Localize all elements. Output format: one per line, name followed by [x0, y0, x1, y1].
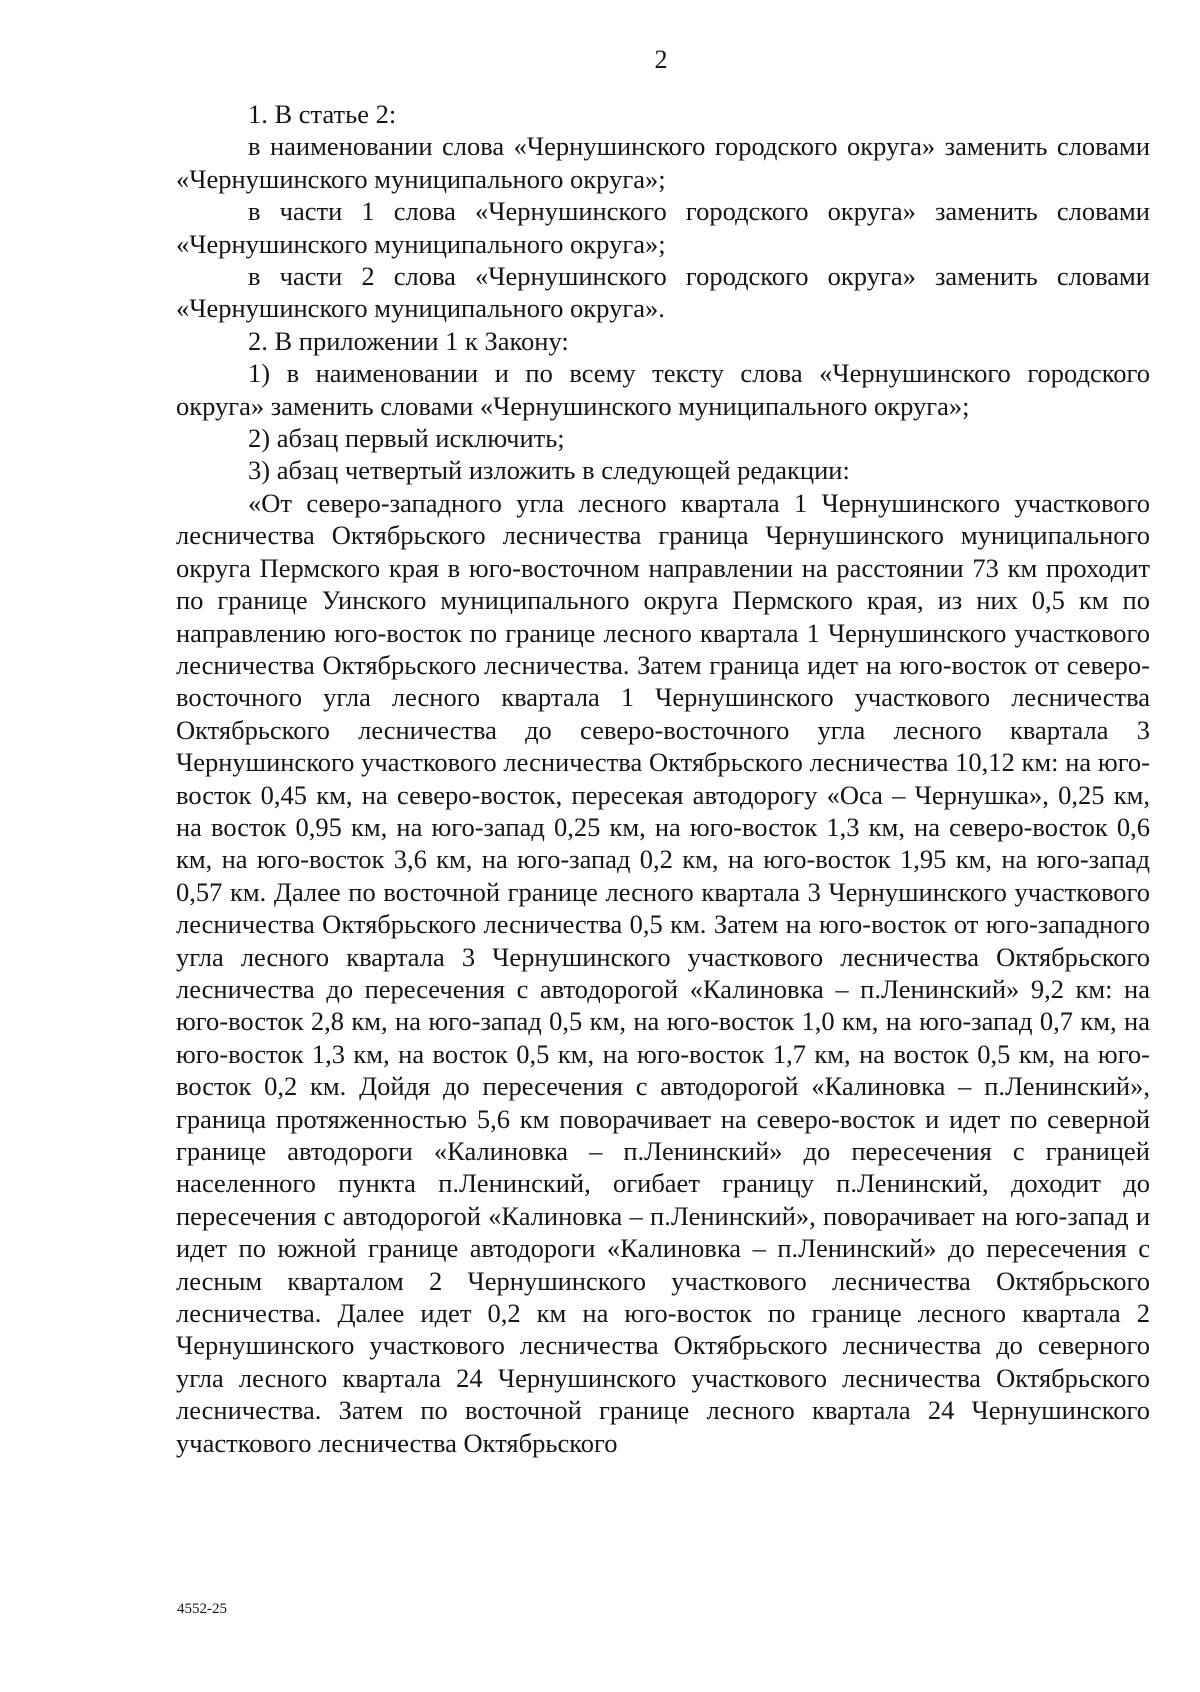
document-body [176, 98, 1150, 1459]
page-number: 2 [654, 45, 668, 74]
paragraph-article-2-title-change: в наименовании слова «Чернушинского городского округа» заменить словами «Чернушинского муниципального округа»; [176, 131, 1150, 194]
paragraph-appendix-1-item-1: 1) в наименовании и по всему тексту слова «Чернушинского городского округа» заменить словами «Чернушинского муниципального округа»; [176, 358, 1150, 421]
paragraph-appendix-1-item-2: 2) абзац первый исключить; [248, 423, 565, 454]
document-code: 4552-25 [177, 1601, 227, 1617]
paragraph-appendix-1-item-3: 3) абзац четвертый изложить в следующей редакции: [248, 455, 850, 486]
paragraph-article-2-part-2-change: в части 2 слова «Чернушинского городского округа» заменить словами «Чернушинского муниципального округа». [176, 261, 1150, 324]
paragraph-appendix-1-heading: 2. В приложении 1 к Закону: [248, 325, 569, 356]
paragraph-article-2-part-1-change: в части 1 слова «Чернушинского городского округа» заменить словами «Чернушинского муниципального округа»; [176, 196, 1150, 259]
paragraph-boundary-description: «От северо-западного угла лесного квартала 1 Чернушинского участкового лесничества Октябрьского лесничества граница Чернушинского муниципального округа Пермского края в юго-восточном направлении на расстоянии 73 км проходит по границе Уинского муниципального округа Пермского края, из них 0,5 км по направлению юго-восток по границе лесного квартала 1 Чернушинского участкового лесничества Октябрьского лесничества. Затем граница идет на юго-восток от северо-восточного угла лесного квартала 1 Чернушинского участкового лесничества Октябрьского лесничества до северо-восточного угла лесного квартала 3 Чернушинского участкового лесничества Октябрьского лесничества 10,12 км: на юго-восток 0,45 км, на северо-восток, пересекая автодорогу «Оса – Чернушка», 0,25 км, на восток 0,95 км, на юго-запад 0,25 км, на юго-восток 1,3 км, на северо-восток 0,6 км, на юго-восток 3,6 км, на юго-запад 0,2 км, на юго-восток 1,95 км, на юго-запад 0,57 км. Далее по восточной границе лесного квартала 3 Чернушинского участкового лесничества Октябрьского лесничества 0,5 км. Затем на юго-восток от юго-западного угла лесного квартала 3 Чернушинского участкового лесничества Октябрьского лесничества до пересечения с автодорогой «Калиновка – п.Ленинский» 9,2 км: на юго-восток 2,8 км, на юго-запад 0,5 км, на юго-восток 1,0 км, на юго-запад 0,7 км, на юго-восток 1,3 км, на восток 0,5 км, на юго-восток 1,7 км, на восток 0,5 км, на юго-восток 0,2 км. Дойдя до пересечения с автодорогой «Калиновка – п.Ленинский», граница протяженностью 5,6 км поворачивает на северо-восток и идет по северной границе автодороги «Калиновка – п.Ленинский» до пересечения с границей населенного пункта п.Ленинский, огибает границу п.Ленинский, доходит до пересечения с автодорогой «Калиновка – п.Ленинский», поворачивает на юго-запад и идет по южной границе автодороги «Калиновка – п.Ленинский» до пересечения с лесным кварталом 2 Чернушинского участкового лесничества Октябрьского лесничества. Далее идет 0,2 км на юго-восток по границе лесного квартала 2 Чернушинского участкового лесничества Октябрьского лесничества до северного угла лесного квартала 24 Чернушинского участкового лесничества Октябрьского лесничества. Затем по восточной границе лесного квартала 24 Чернушинского участкового лесничества Октябрьского [176, 487, 1150, 1458]
paragraph-article-2-heading: 1. В статье 2: [248, 99, 397, 129]
